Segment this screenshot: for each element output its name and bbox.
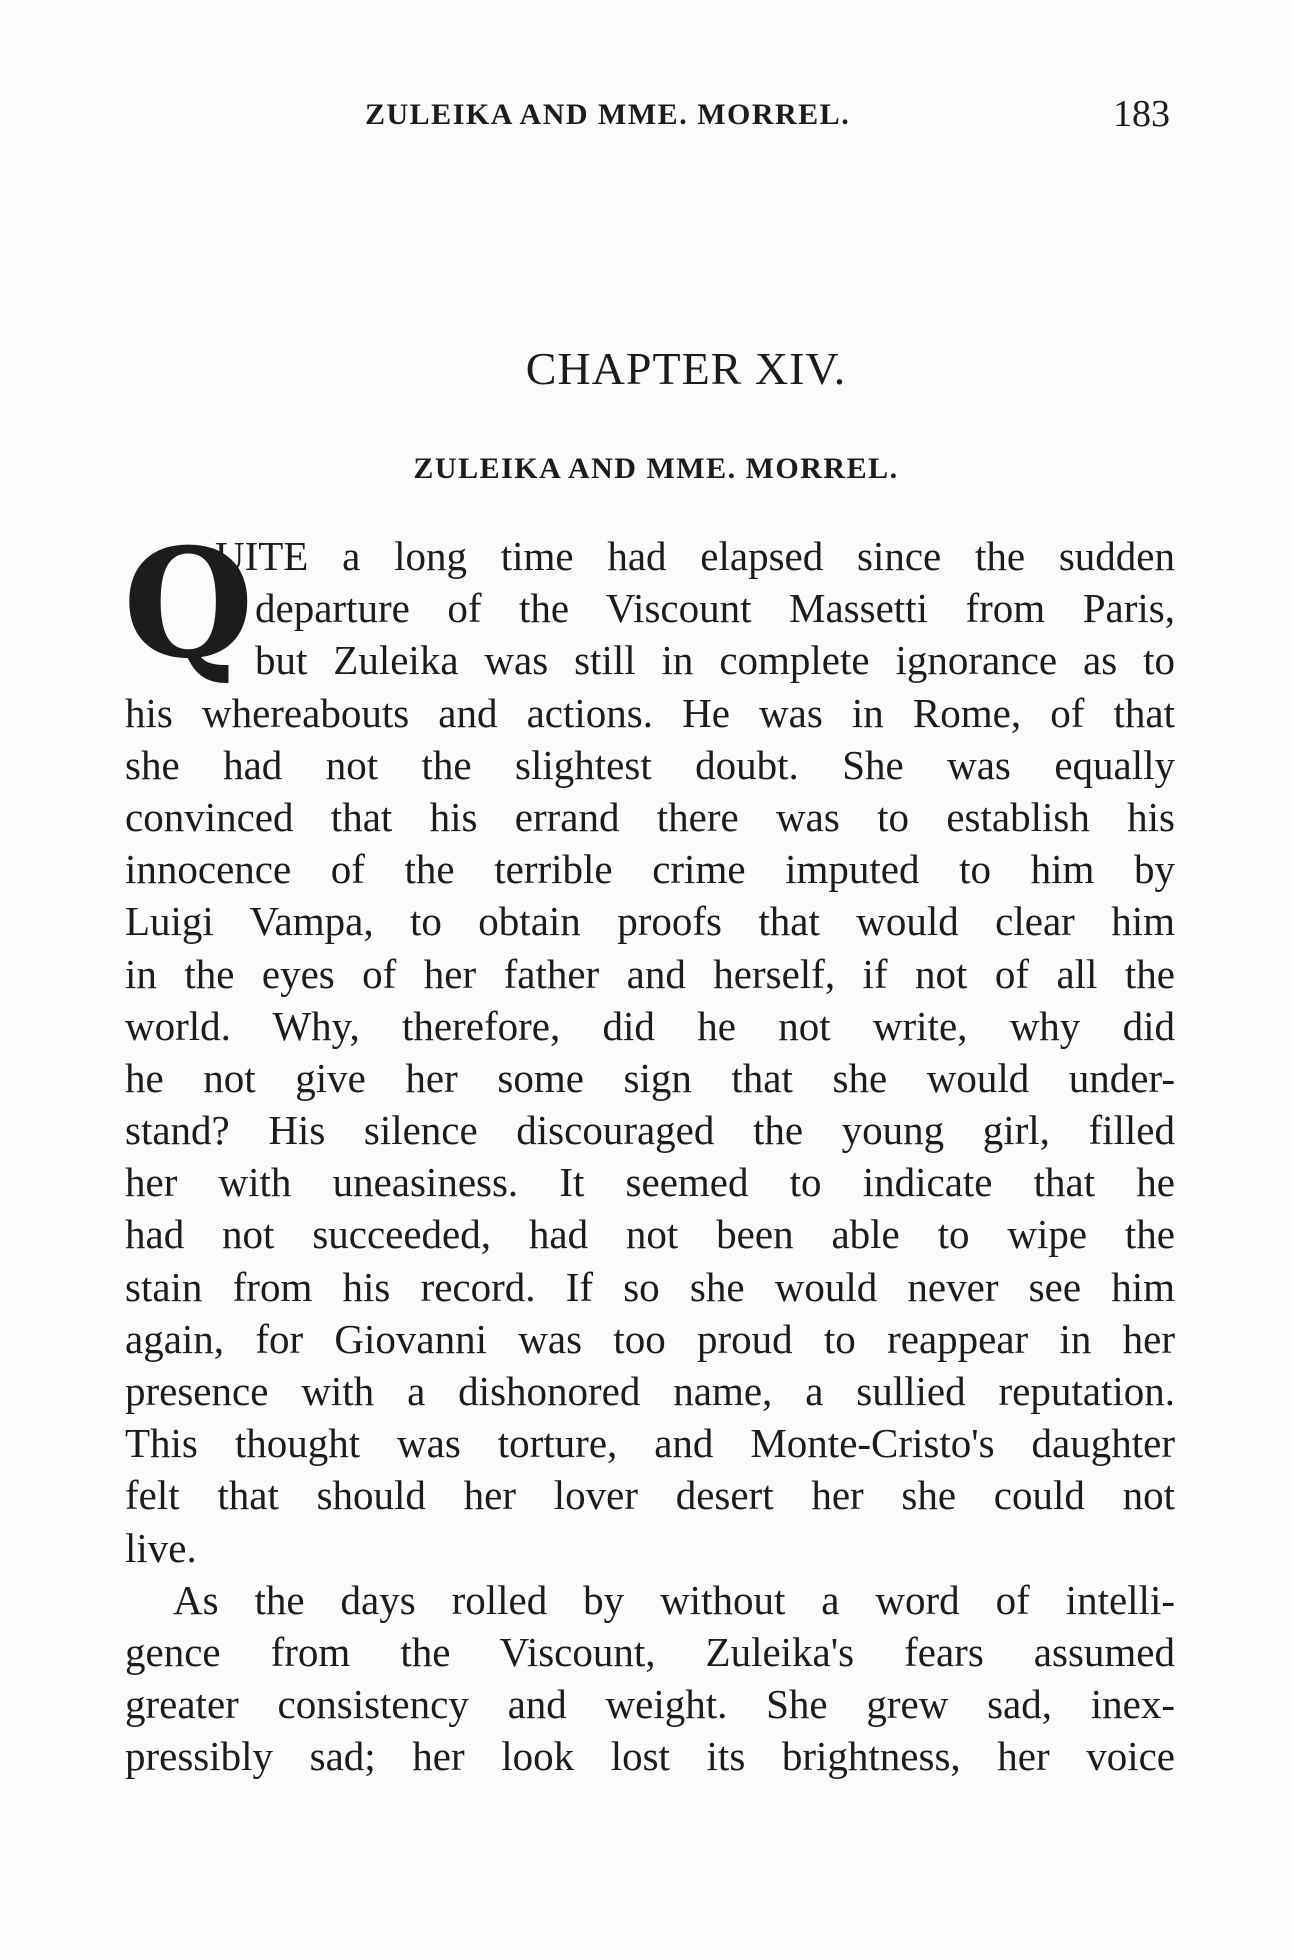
chapter-subtitle: ZULEIKA AND MME. MORREL. (413, 452, 899, 485)
text-line: greater consistency and weight. She grew sad, inex- (125, 1681, 1175, 1728)
text-line: his whereabouts and actions. He was in Rome, of that (125, 689, 1175, 736)
text-line: presence with a dishonored name, a sullied reputation. (125, 1368, 1175, 1414)
paragraph-1 (123, 516, 1175, 1574)
text-line: but Zuleika was still in complete ignorance as to (255, 637, 1175, 684)
running-head-title: ZULEIKA AND MME. MORREL. (365, 98, 851, 131)
text-line: As the days rolled by without a word of intelli- (173, 1576, 1175, 1623)
drop-cap-initial: Q (123, 516, 254, 692)
text-line: convinced that his errand there was to establish his (125, 793, 1175, 840)
text-line: stain from his record. If so she would never see him (125, 1263, 1175, 1310)
paragraph-2 (125, 1574, 1175, 1783)
page-number: 183 (1113, 93, 1170, 135)
text-line: innocence of the terrible crime imputed to him by (125, 846, 1175, 893)
text-line: stand? His silence discouraged the young girl, filled (125, 1107, 1175, 1154)
running-head (125, 92, 1170, 142)
text-line: Luigi Vampa, to obtain proofs that would clear him (125, 898, 1175, 945)
chapter-heading: CHAPTER XIV. (525, 343, 847, 394)
text-line: This thought was torture, and Monte-Cristo's daughter (125, 1420, 1175, 1467)
text-line: again, for Giovanni was too proud to reappear in her (125, 1315, 1175, 1362)
text-line: she had not the slightest doubt. She was equally (125, 741, 1175, 788)
text-line: her with uneasiness. It seemed to indicate that he (125, 1159, 1175, 1206)
text-line: felt that should her lover desert her she could not (125, 1472, 1175, 1519)
text-line: departure of the Viscount Massetti from Paris, (255, 585, 1175, 632)
text-line: he not give her some sign that she would under- (125, 1054, 1175, 1101)
body-text (123, 516, 1175, 1783)
text-line: in the eyes of her father and herself, if not of all the (125, 950, 1175, 997)
text-line: live. (125, 1524, 197, 1571)
text-line: world. Why, therefore, did he not write, why did (125, 1002, 1175, 1049)
text-line: pressibly sad; her look lost its brightness, her voice (125, 1733, 1175, 1780)
text-line: gence from the Viscount, Zuleika's fears assumed (125, 1628, 1175, 1675)
text-line: UITE a long time had elapsed since the sudden (215, 533, 1175, 579)
text-line: had not succeeded, had not been able to wipe the (125, 1211, 1175, 1258)
